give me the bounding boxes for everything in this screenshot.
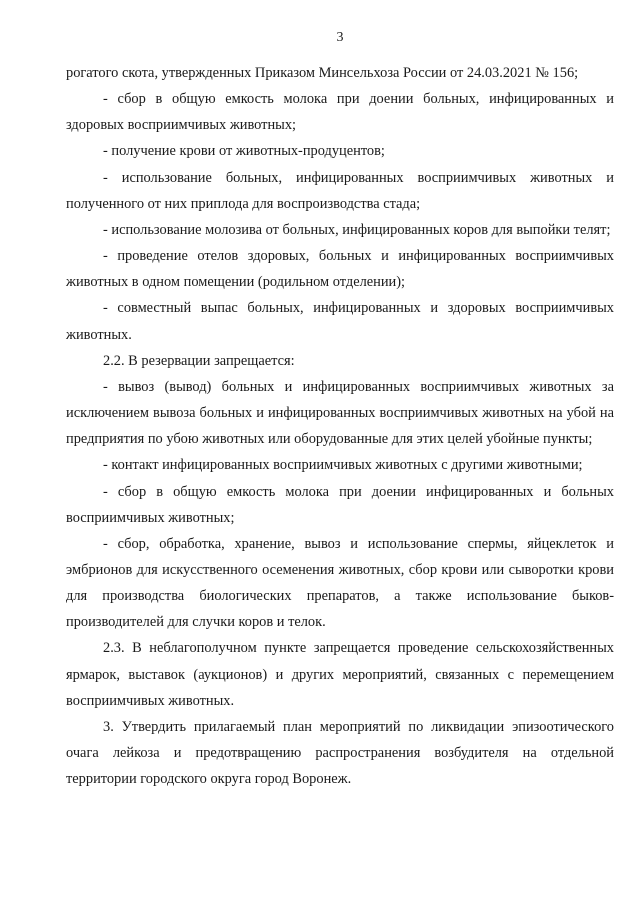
document-body — [66, 60, 614, 792]
paragraph-item: - проведение отелов здоровых, больных и инфицированных восприимчивых животных в одном помещении (родильном отделении); — [66, 248, 614, 291]
paragraph-item: - использование больных, инфицированных восприимчивых животных и полученного от них приплода для воспроизводства стада; — [66, 169, 614, 212]
section-heading-2-2: 2.2. В резервации запрещается: — [103, 352, 295, 369]
paragraph-item: - совместный выпас больных, инфицированных и здоровых восприимчивых животных. — [66, 300, 614, 343]
paragraph-item: - получение крови от животных-продуцентов; — [103, 143, 385, 160]
paragraph-item: - сбор в общую емкость молока при доении больных, инфицированных и здоровых восприимчивых животных; — [66, 91, 614, 134]
paragraph-item: - сбор в общую емкость молока при доении инфицированных и больных восприимчивых животных; — [66, 483, 614, 526]
section-3-paragraph: 3. Утвердить прилагаемый план мероприятий по ликвидации эпизоотического очага лейкоза и предотвращению распространения возбудителя на отдельной территории городского округа город Воронеж. — [66, 718, 614, 788]
paragraph-continuation: рогатого скота, утвержденных Приказом Минсельхоза России от 24.03.2021 № 156; — [66, 65, 579, 81]
paragraph-item: - использование молозива от больных, инфицированных коров для выпойки телят; — [103, 221, 611, 238]
paragraph-item: - контакт инфицированных восприимчивых животных с другими животными; — [103, 457, 583, 474]
section-2-3-paragraph: 2.3. В неблагополучном пункте запрещается проведение сельскохозяйственных ярмарок, выставок (аукционов) и других мероприятий, связанных с перемещением восприимчивых животных. — [66, 640, 614, 709]
page-number: 3 — [336, 30, 344, 45]
paragraph-item: - сбор, обработка, хранение, вывоз и использование спермы, яйцеклеток и эмбрионов для искусственного осеменения животных, сбор крови или сыворотки крови для производства биологических препаратов, а также использование быков-производителей для случки коров и телок. — [66, 535, 614, 631]
paragraph-item: - вывоз (вывод) больных и инфицированных восприимчивых животных за исключением вывоза больных и инфицированных восприимчивых животных на убой на предприятия по убою животных или оборудованные для этих целей убойные пункты; — [66, 378, 614, 448]
